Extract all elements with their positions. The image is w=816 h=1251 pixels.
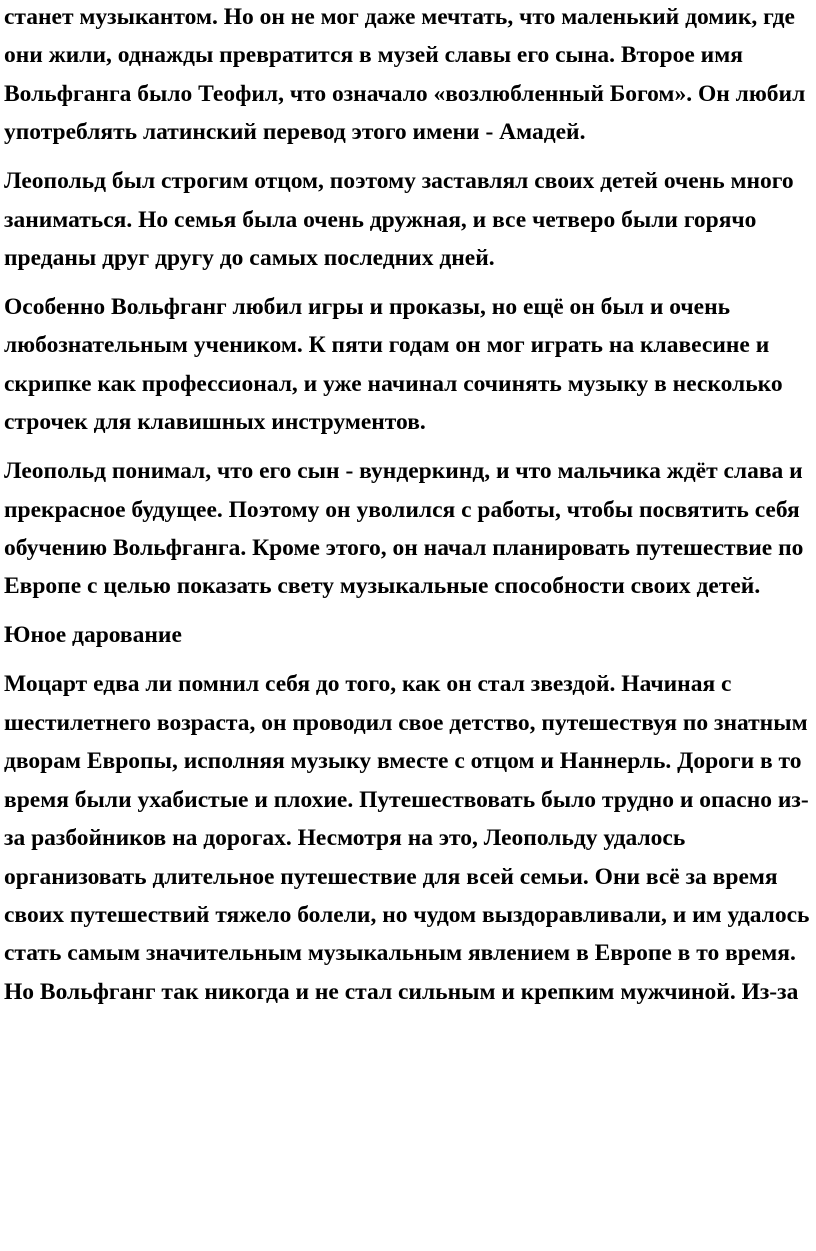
paragraph-4: Леопольд понимал, что его сын - вундеркинд, и что мальчика ждёт слава и прекрасное будущее. Поэтому он уволился с работы, чтобы посвятить себя обучению Вольфганга. Кроме этого, он начал планировать путешествие по Европе с целью показать свету музыкальные способности своих детей. <box>4 458 804 600</box>
paragraph-1: станет музыкантом. Но он не мог даже мечтать, что маленький домик, где они жили, однажды превратится в музей славы его сына. Второе имя Вольфганга было Теофил, что означало «возлюбленный Богом». Он любил употреблять латинский перевод этого имени - Амадей. <box>4 4 806 146</box>
paragraph-5: Моцарт едва ли помнил себя до того, как он стал звездой. Начиная с шестилетнего возраста, он проводил свое детство, путешествуя по знатным дворам Европы, исполняя музыку вместе с отцом и Наннерль. Дороги в то время были ухабистые и плохие. Путешествовать было трудно и опасно из-за разбойников на дорогах. Несмотря на это, Леопольду удалось организовать длительное путешествие для всей семьи. Они всё за время своих путешествий тяжело болели, но чудом выздоравливали, и им удалось стать самым значительным музыкальным явлением в Европе в то время. Но Вольфганг так никогда и не стал сильным и крепким мужчиной. Из-за <box>4 671 810 1005</box>
paragraph-3: Особенно Вольфганг любил игры и проказы, но ещё он был и очень любознательным учеником. К пяти годам он мог играть на клавесине и скрипке как профессионал, и уже начинал сочинять музыку в несколько строчек для клавишных инструментов. <box>4 294 783 436</box>
paragraph-2: Леопольд был строгим отцом, поэтому заставлял своих детей очень много заниматься. Но семья была очень дружная, и все четверо были горячо преданы друг другу до самых последних дней. <box>4 168 794 272</box>
section-heading: Юное дарование <box>4 622 182 649</box>
